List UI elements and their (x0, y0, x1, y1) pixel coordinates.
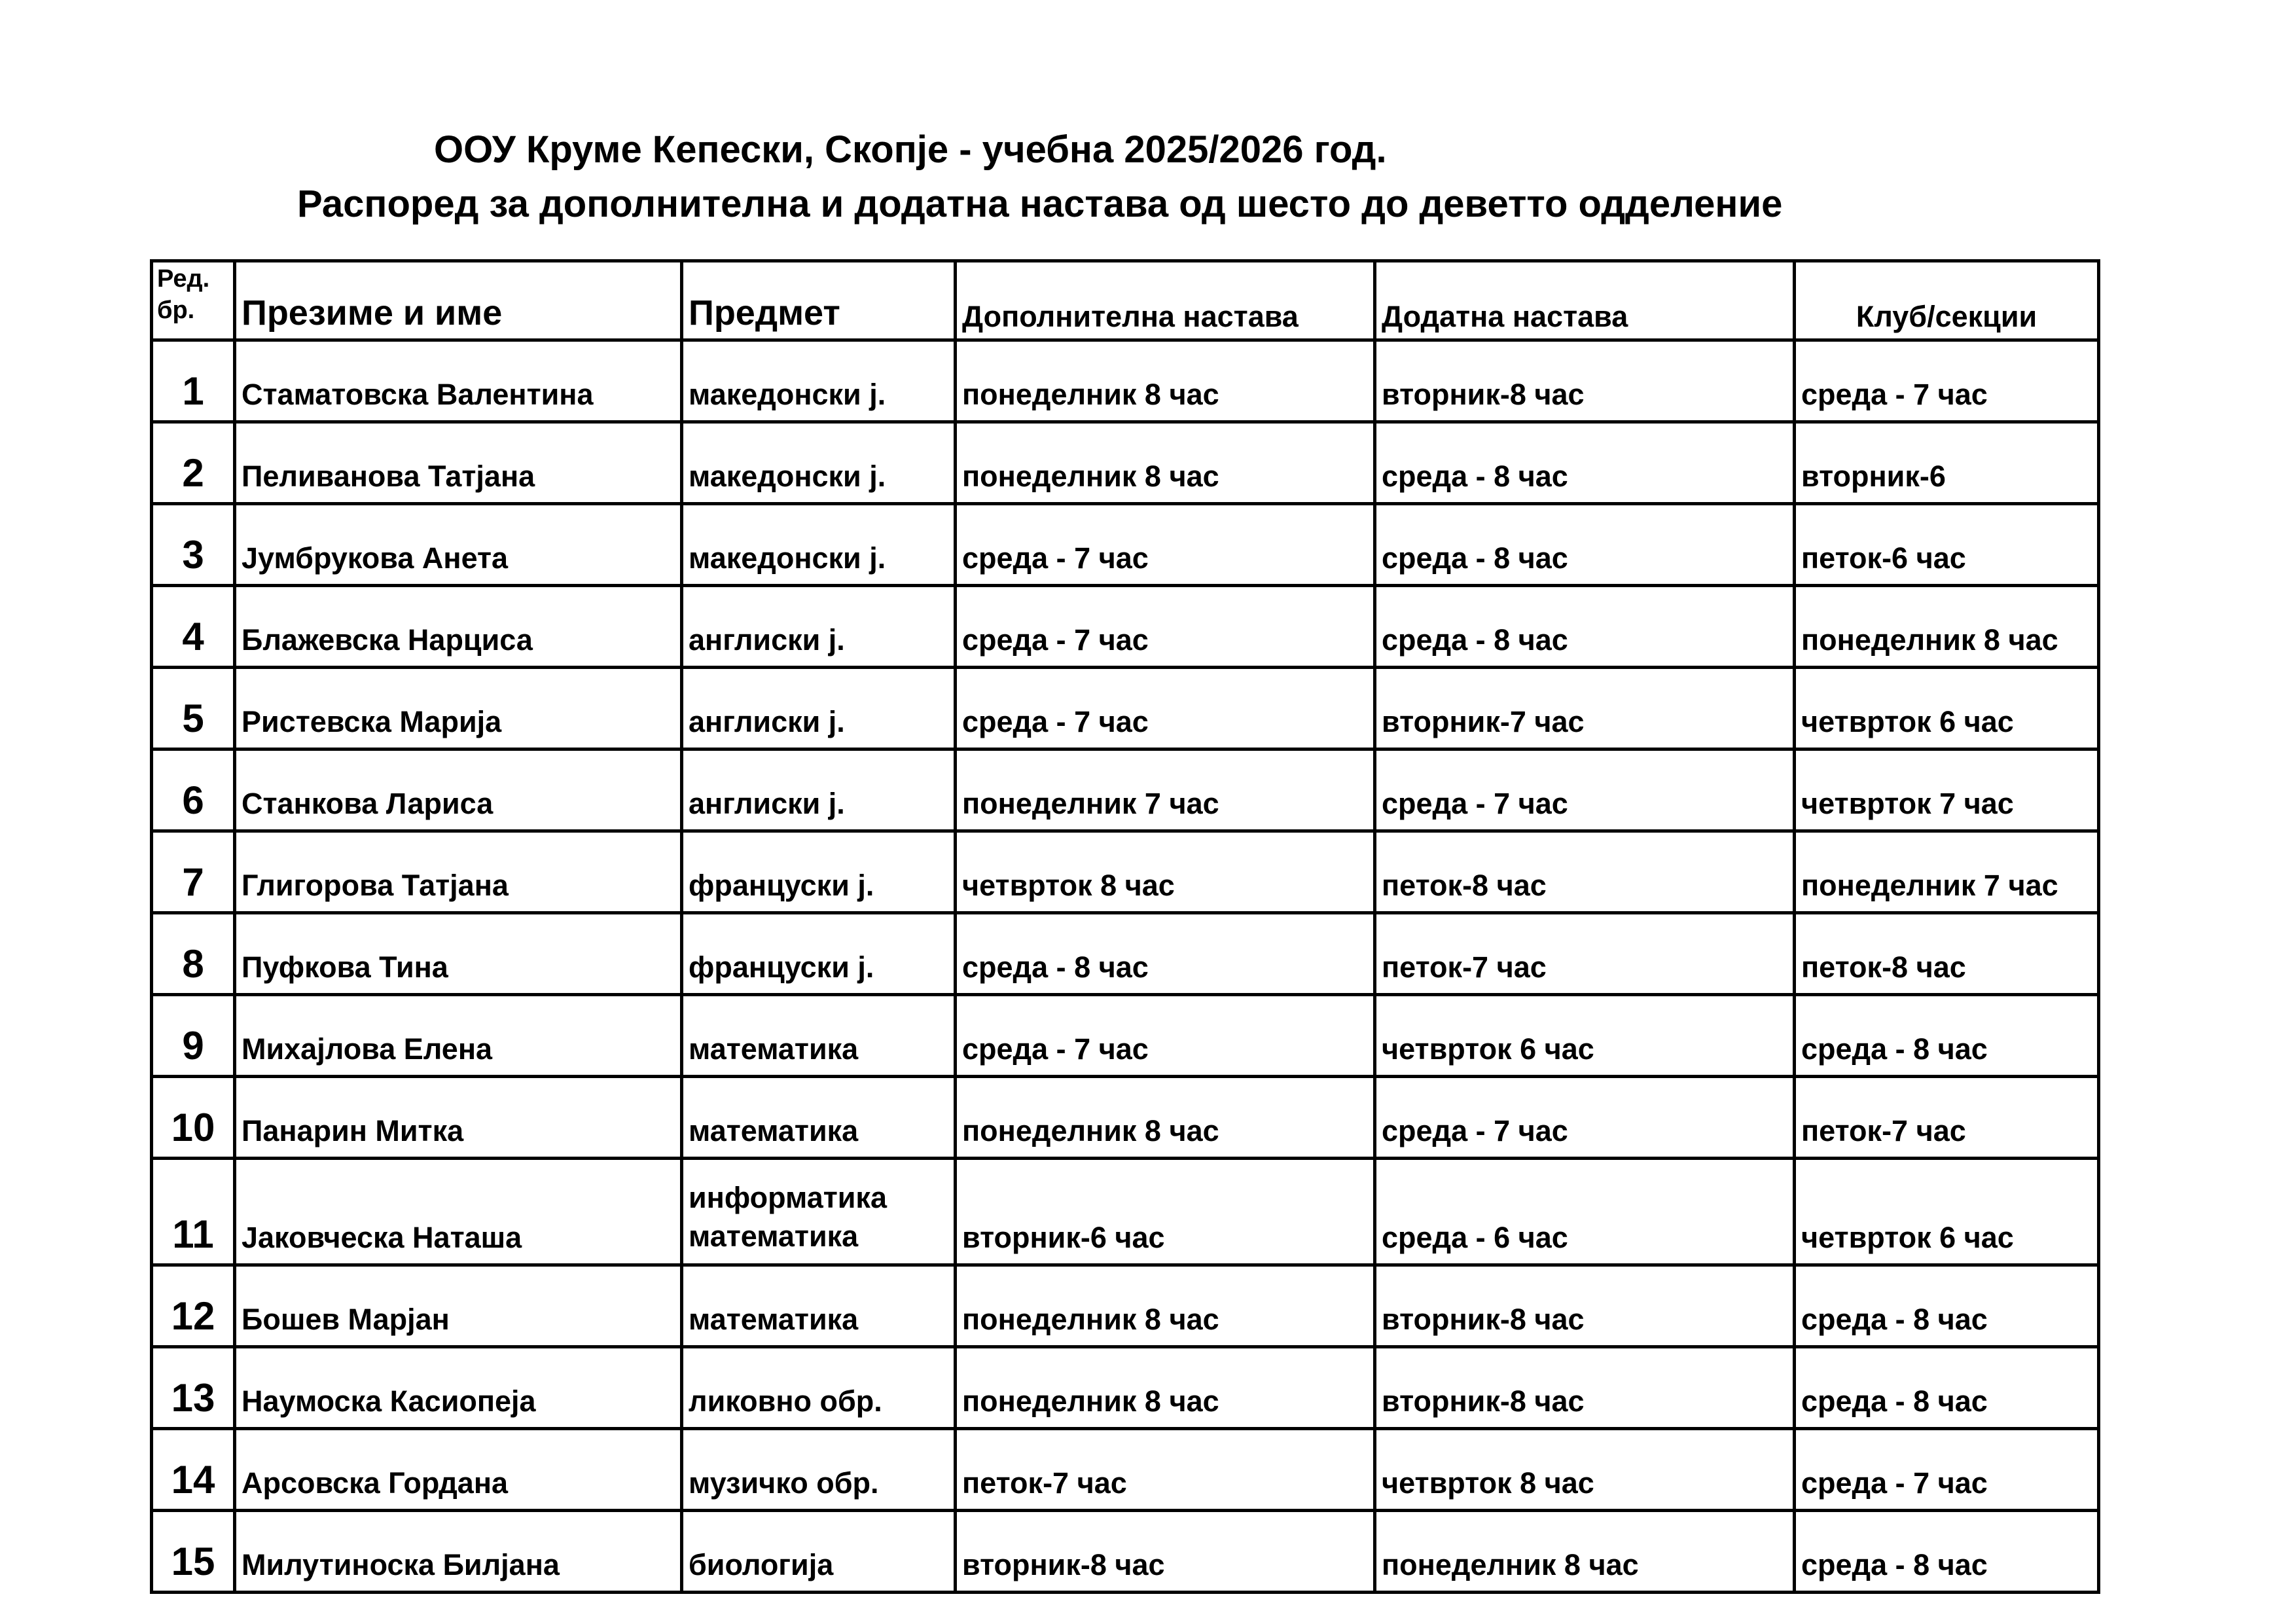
club-slot: петок-7 час (1795, 1077, 2099, 1159)
column-header-club: Клуб/секции (1795, 261, 2099, 340)
teacher-name: Јумбрукова Анета (235, 504, 682, 586)
table-row (152, 586, 2099, 668)
additional-slot: среда - 8 час (1375, 422, 1795, 504)
subject: музичко обр. (682, 1429, 956, 1511)
remedial-slot: среда - 7 час (956, 668, 1375, 749)
row-number: 10 (152, 1077, 235, 1159)
teacher-name: Пуфкова Тина (235, 913, 682, 995)
club-slot: петок-8 час (1795, 913, 2099, 995)
remedial-slot: понеделник 7 час (956, 749, 1375, 831)
remedial-slot: среда - 8 час (956, 913, 1375, 995)
table-row (152, 504, 2099, 586)
teacher-name: Бошев Марјан (235, 1265, 682, 1347)
club-slot: четврток 6 час (1795, 1159, 2099, 1265)
additional-slot: среда - 6 час (1375, 1159, 1795, 1265)
table-row (152, 340, 2099, 422)
row-number: 15 (152, 1511, 235, 1593)
table-row (152, 1159, 2099, 1265)
teacher-name: Михајлова Елена (235, 995, 682, 1077)
subject: ликовно обр. (682, 1347, 956, 1429)
additional-slot: четврток 6 час (1375, 995, 1795, 1077)
club-slot: среда - 8 час (1795, 1265, 2099, 1347)
subject: англиски ј. (682, 668, 956, 749)
header-row (152, 261, 2099, 340)
additional-slot: петок-7 час (1375, 913, 1795, 995)
column-header-subject: Предмет (682, 261, 956, 340)
column-header-name: Презиме и име (235, 261, 682, 340)
remedial-slot: среда - 7 час (956, 995, 1375, 1077)
row-number: 9 (152, 995, 235, 1077)
remedial-slot: понеделник 8 час (956, 1347, 1375, 1429)
table-row (152, 1347, 2099, 1429)
remedial-slot: вторник-6 час (956, 1159, 1375, 1265)
additional-slot: среда - 8 час (1375, 504, 1795, 586)
teacher-name: Глигорова Татјана (235, 831, 682, 913)
schedule-table (150, 259, 2100, 1594)
teacher-name: Пеливанова Татјана (235, 422, 682, 504)
table-row (152, 995, 2099, 1077)
club-slot: среда - 7 час (1795, 340, 2099, 422)
row-number: 11 (152, 1159, 235, 1265)
club-slot: среда - 8 час (1795, 1347, 2099, 1429)
teacher-name: Панарин Митка (235, 1077, 682, 1159)
subject: англиски ј. (682, 586, 956, 668)
row-number: 13 (152, 1347, 235, 1429)
teacher-name: Блажевска Нарциса (235, 586, 682, 668)
additional-slot: четврток 8 час (1375, 1429, 1795, 1511)
remedial-slot: петок-7 час (956, 1429, 1375, 1511)
remedial-slot: понеделник 8 час (956, 1265, 1375, 1347)
table-row (152, 1265, 2099, 1347)
row-number: 1 (152, 340, 235, 422)
teacher-name: Стаматовска Валентина (235, 340, 682, 422)
column-header-number (152, 261, 235, 340)
additional-slot: вторник-8 час (1375, 1347, 1795, 1429)
column-header-remedial: Дополнителна настава (956, 261, 1375, 340)
club-slot: четврток 7 час (1795, 749, 2099, 831)
club-slot: понеделник 7 час (1795, 831, 2099, 913)
table-header (152, 261, 2099, 340)
column-header-additional: Додатна настава (1375, 261, 1795, 340)
teacher-name: Милутиноска Билјана (235, 1511, 682, 1593)
club-slot: петок-6 час (1795, 504, 2099, 586)
document-title: ООУ Круме Кепески, Скопје - учебна 2025/2026 год. (434, 128, 1387, 171)
subject: француски ј. (682, 913, 956, 995)
row-number: 3 (152, 504, 235, 586)
subject: англиски ј. (682, 749, 956, 831)
subject: француски ј. (682, 831, 956, 913)
additional-slot: среда - 7 час (1375, 749, 1795, 831)
teacher-name: Наумоска Касиопеја (235, 1347, 682, 1429)
additional-slot: вторник-8 час (1375, 340, 1795, 422)
club-slot: среда - 8 час (1795, 995, 2099, 1077)
column-header-number-line1: Ред. (157, 265, 210, 293)
table-row (152, 913, 2099, 995)
document-subtitle: Распоред за дополнителна и додатна настава од шесто до деветто одделение (297, 183, 1783, 225)
additional-slot: среда - 8 час (1375, 586, 1795, 668)
row-number: 5 (152, 668, 235, 749)
club-slot: среда - 7 час (1795, 1429, 2099, 1511)
teacher-name: Ристевска Марија (235, 668, 682, 749)
row-number: 4 (152, 586, 235, 668)
table-row (152, 1429, 2099, 1511)
subject (682, 1159, 956, 1265)
remedial-slot: среда - 7 час (956, 504, 1375, 586)
club-slot: понеделник 8 час (1795, 586, 2099, 668)
additional-slot: среда - 7 час (1375, 1077, 1795, 1159)
additional-slot: петок-8 час (1375, 831, 1795, 913)
remedial-slot: вторник-8 час (956, 1511, 1375, 1593)
subject-line-2: математика (689, 1219, 859, 1253)
remedial-slot: понеделник 8 час (956, 1077, 1375, 1159)
teacher-name: Станкова Лариса (235, 749, 682, 831)
remedial-slot: понеделник 8 час (956, 422, 1375, 504)
club-slot: вторник-6 (1795, 422, 2099, 504)
table-row (152, 831, 2099, 913)
subject-line-1: информатика (689, 1181, 887, 1214)
subject: математика (682, 1265, 956, 1347)
row-number: 7 (152, 831, 235, 913)
row-number: 6 (152, 749, 235, 831)
subject: математика (682, 995, 956, 1077)
table-body (152, 340, 2099, 1593)
row-number: 2 (152, 422, 235, 504)
subject: математика (682, 1077, 956, 1159)
subject: македонски ј. (682, 422, 956, 504)
subject: македонски ј. (682, 504, 956, 586)
table-row (152, 668, 2099, 749)
teacher-name: Арсовска Гордана (235, 1429, 682, 1511)
table-row (152, 749, 2099, 831)
column-header-number-line2: бр. (157, 296, 195, 324)
table-row (152, 1077, 2099, 1159)
subject: македонски ј. (682, 340, 956, 422)
row-number: 12 (152, 1265, 235, 1347)
table-row (152, 422, 2099, 504)
remedial-slot: четврток 8 час (956, 831, 1375, 913)
row-number: 8 (152, 913, 235, 995)
additional-slot: понеделник 8 час (1375, 1511, 1795, 1593)
row-number: 14 (152, 1429, 235, 1511)
club-slot: четврток 6 час (1795, 668, 2099, 749)
teacher-name: Јаковческа Наташа (235, 1159, 682, 1265)
remedial-slot: среда - 7 час (956, 586, 1375, 668)
additional-slot: вторник-7 час (1375, 668, 1795, 749)
remedial-slot: понеделник 8 час (956, 340, 1375, 422)
additional-slot: вторник-8 час (1375, 1265, 1795, 1347)
subject: биологија (682, 1511, 956, 1593)
club-slot: среда - 8 час (1795, 1511, 2099, 1593)
table-row (152, 1511, 2099, 1593)
